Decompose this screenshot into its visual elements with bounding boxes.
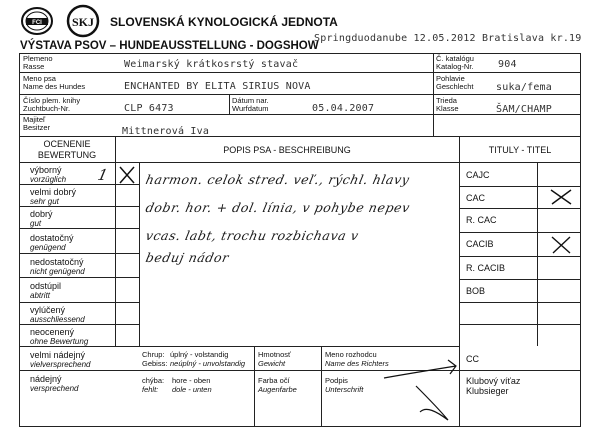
rating-mark-number: 1 [96, 166, 111, 184]
fci-logo [20, 6, 54, 36]
rating-not-judged: neocenený [30, 327, 75, 337]
name-value: ENCHANTED BY ELITA SIRIUS NOVA [124, 81, 311, 92]
chrup-options: úplný - volstandig [170, 350, 229, 359]
rating-withdrawn: odstúpil [30, 281, 62, 291]
title-cc: CC [466, 354, 479, 364]
rating-header-de: BEWERTUNG [37, 150, 97, 160]
class-label-de: Klasse [436, 104, 459, 113]
name-label-de: Name des Hundes [23, 82, 86, 91]
title-cacib: CACIB [466, 239, 494, 249]
judge-signature [376, 356, 468, 426]
rating-not-judged-de: ohne Bewertung [30, 337, 89, 346]
rating-excellent-de: vorzüglich [30, 175, 67, 184]
description-line-2: dobr. hor. + dol. línia, v pohybe nepev [144, 200, 412, 215]
rating-very-good: velmi dobrý [30, 187, 77, 197]
rating-insufficient-de: nicht genügend [30, 267, 85, 276]
weight-label-de: Gewicht [258, 359, 286, 368]
owner-label: Majiteľ [23, 115, 46, 124]
catalog-label-de: Katalog-Nr. [436, 62, 474, 71]
dob-label: Dátum nar. [232, 96, 269, 105]
sex-value: suka/fema [496, 82, 552, 93]
tail-options: hore - oben [172, 376, 211, 385]
skj-logo [66, 4, 100, 38]
rating-good: dobrý [30, 209, 53, 219]
chrup-label: Chrup: [142, 350, 165, 359]
rating-very-promising: velmi nádejný [30, 350, 86, 360]
description-line-3: vcas. labt, trochu rozbichava v [144, 228, 361, 243]
eye-label: Farba očí [258, 376, 290, 385]
title-cajc: CAJC [466, 170, 490, 180]
title-r-cac: R. CAC [466, 215, 497, 225]
breed-label: Plemeno [23, 54, 53, 63]
skj-logo-text: SKJ [71, 15, 95, 29]
rating-disqualified-de: ausschliessend [30, 315, 85, 324]
titles-header: TITULY - TITEL [488, 145, 552, 155]
sex-label: Pohlavie [436, 74, 465, 83]
title-club-winner: Klubový víťaz [466, 376, 521, 386]
breed-value: Weimarský krátkosrstý stavač [124, 59, 299, 70]
rating-very-good-de: sehr gut [30, 197, 59, 206]
title-cac: CAC [466, 193, 486, 203]
stud-label-de: Zuchtbuch-Nr. [23, 104, 71, 113]
dob-value: 05.04.2007 [312, 103, 375, 114]
tail-options-de: dole - unten [172, 385, 212, 394]
class-label: Trieda [436, 96, 457, 105]
rating-sufficient-de: genügend [30, 243, 66, 252]
chrup-options-de: neúplný - unvolstandig [170, 359, 246, 368]
cacib-check-mark [550, 235, 572, 255]
description-header: POPIS PSA - BESCHREIBUNG [223, 145, 351, 155]
stud-value: CLP 6473 [124, 103, 174, 114]
title-bob: BOB [466, 286, 486, 296]
rating-sufficient: dostatočný [30, 233, 74, 243]
org-name: SLOVENSKÁ KYNOLOGICKÁ JEDNOTA [110, 15, 338, 29]
sex-label-de: Geschlecht [436, 82, 474, 91]
show-title: VÝSTAVA PSOV – HUNDEAUSSTELLUNG - DOGSHOW [20, 40, 319, 52]
title-club-winner-de: Klubsieger [466, 386, 509, 396]
sign-label-de: Unterschrift [325, 385, 364, 394]
rating-check-mark [117, 165, 137, 185]
rating-promising-de: versprechend [30, 384, 79, 393]
description-line-1: harmon. celok stred. veľ., rýchl. hlavy [144, 172, 412, 187]
rating-very-promising-de: vielversprechend [30, 360, 91, 369]
owner-value: Mittnerová Iva [122, 126, 210, 137]
stud-label: Číslo plem. knihy [23, 96, 81, 105]
catalog-label: Č. katalógu [436, 54, 474, 63]
owner-label-de: Besitzer [23, 123, 51, 132]
tail-label-de: fehlt: [142, 385, 159, 394]
rating-good-de: gut [30, 219, 42, 228]
class-value: ŠAM/CHAMP [496, 104, 552, 115]
name-label: Meno psa [23, 74, 56, 83]
tail-label: chýba: [142, 376, 165, 385]
rating-disqualified: vylúčený [30, 305, 66, 315]
rating-promising: nádejný [30, 374, 62, 384]
judge-label-de: Name des Richters [325, 359, 389, 368]
eye-label-de: Augenfarbe [258, 385, 297, 394]
rating-insufficient: nedostatočný [30, 257, 84, 267]
sign-label: Podpis [325, 376, 348, 385]
rating-header: OCENENIE [43, 139, 91, 149]
chrup-label-de: Gebiss: [142, 359, 168, 368]
breed-label-de: Rasse [23, 62, 45, 71]
cac-check-mark [549, 188, 573, 206]
title-r-cacib: R. CACIB [466, 263, 506, 273]
catalog-value: 904 [498, 59, 517, 70]
show-info: Springduodanube 12.05.2012 Bratislava kr.19 [314, 33, 582, 44]
judge-label: Meno rozhodcu [325, 350, 377, 359]
rating-excellent: výborný [30, 165, 62, 175]
fci-logo-text: FCI [32, 20, 42, 26]
dob-label-de: Wurfdatum [232, 104, 269, 113]
rating-withdrawn-de: abtritt [30, 291, 51, 300]
description-line-4: beduj nádor [144, 250, 231, 265]
weight-label: Hmotnosť [258, 350, 291, 359]
